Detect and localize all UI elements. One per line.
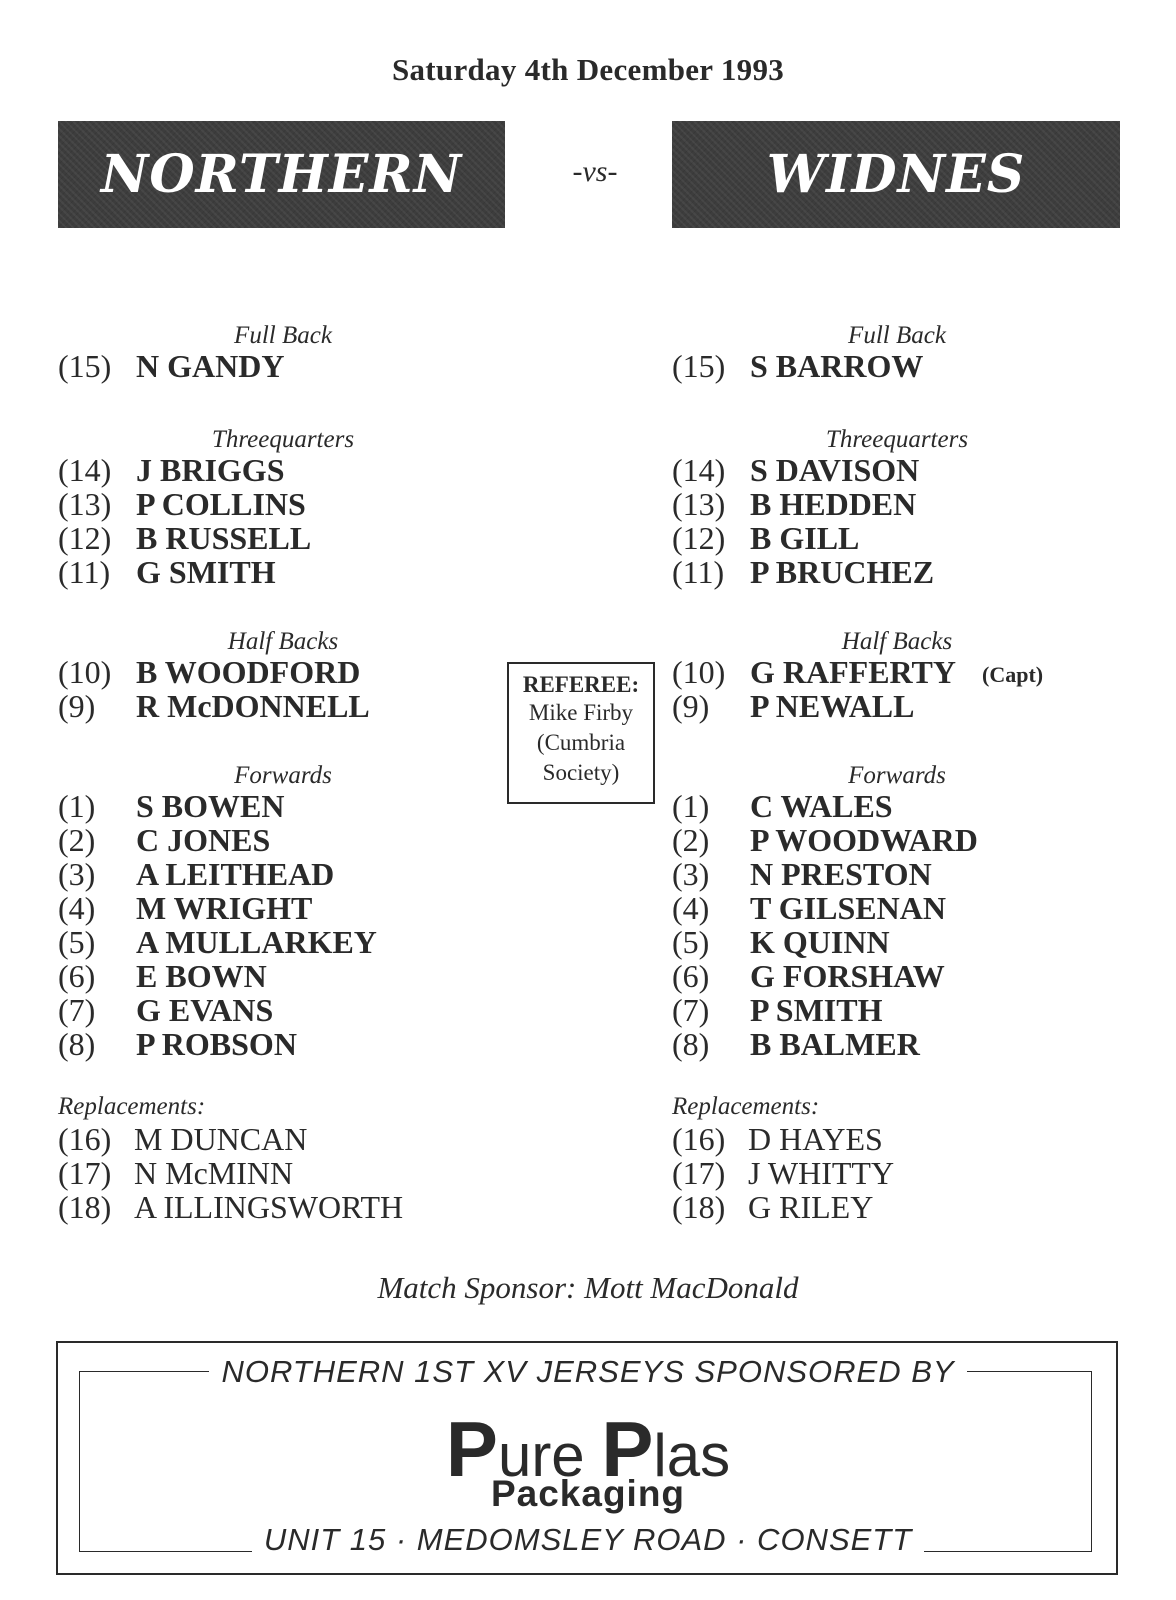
- player-name: J BRIGGS: [136, 452, 285, 488]
- position-heading: Full Back: [848, 322, 946, 349]
- home-team-name: NORTHERN: [100, 144, 463, 205]
- player-name: E BOWN: [136, 958, 267, 994]
- player-name: B BALMER: [750, 1026, 920, 1062]
- player-row: [58, 348, 518, 384]
- player-name: R McDONNELL: [136, 688, 370, 724]
- shirt-number: (12): [58, 520, 112, 556]
- player-row: [58, 992, 518, 1028]
- player-name: S BOWEN: [136, 788, 285, 824]
- shirt-number: (18): [58, 1189, 112, 1225]
- match-sponsor: Match Sponsor: Mott MacDonald: [377, 1270, 799, 1305]
- shirt-number: (10): [58, 654, 112, 690]
- position-heading: Forwards: [848, 762, 946, 789]
- player-name: B WOODFORD: [136, 654, 361, 690]
- player-row: [672, 1026, 1132, 1062]
- player-name: S BARROW: [750, 348, 924, 384]
- replacement-row: [58, 1189, 498, 1225]
- player-row: [58, 958, 518, 994]
- player-name: G RILEY: [748, 1189, 874, 1225]
- brand-text: las: [653, 1422, 731, 1489]
- player-row: [58, 924, 518, 960]
- position-heading: Half Backs: [841, 628, 953, 655]
- shirt-number: (14): [672, 452, 726, 488]
- player-name: P BRUCHEZ: [750, 554, 935, 590]
- jersey-sponsor-heading-text: NORTHERN 1ST XV JERSEYS SPONSORED BY: [209, 1354, 966, 1389]
- player-name: J WHITTY: [748, 1155, 895, 1191]
- shirt-number: (15): [672, 348, 726, 384]
- shirt-number: (1): [58, 788, 96, 824]
- player-name: D HAYES: [748, 1121, 883, 1157]
- player-row: [58, 486, 518, 522]
- player-row: [672, 924, 1132, 960]
- shirt-number: (13): [672, 486, 726, 522]
- shirt-number: (1): [672, 788, 710, 824]
- shirt-number: (17): [58, 1155, 112, 1191]
- shirt-number: (5): [58, 924, 96, 960]
- home-team-banner: [58, 121, 505, 228]
- position-heading: Threequarters: [825, 426, 969, 453]
- shirt-number: (2): [58, 822, 96, 858]
- shirt-number: (16): [58, 1121, 112, 1157]
- player-row: [672, 958, 1132, 994]
- shirt-number: (14): [58, 452, 112, 488]
- player-name: T GILSENAN: [750, 890, 946, 926]
- player-row: [672, 688, 1132, 724]
- brand-initial: P: [601, 1405, 654, 1493]
- player-name: C JONES: [136, 822, 271, 858]
- shirt-number: (9): [672, 688, 710, 724]
- shirt-number: (9): [58, 688, 96, 724]
- player-name: B HEDDEN: [750, 486, 917, 522]
- referee-title: REFEREE:: [522, 672, 640, 697]
- player-name: P ROBSON: [136, 1026, 297, 1062]
- shirt-number: (4): [672, 890, 710, 926]
- player-name: M WRIGHT: [136, 890, 313, 926]
- player-row: [672, 822, 1132, 858]
- player-row: [672, 890, 1132, 926]
- player-name: G RAFFERTY: [750, 654, 956, 690]
- player-name: S DAVISON: [750, 452, 920, 488]
- shirt-number: (3): [58, 856, 96, 892]
- shirt-number: (18): [672, 1189, 726, 1225]
- player-row: [672, 486, 1132, 522]
- referee-box: [507, 662, 655, 804]
- shirt-number: (11): [672, 554, 725, 590]
- player-name: P WOODWARD: [750, 822, 978, 858]
- shirt-number: (15): [58, 348, 112, 384]
- shirt-number: (7): [58, 992, 96, 1028]
- player-row: [58, 856, 518, 892]
- sponsor-address-text: UNIT 15 · MEDOMSLEY ROAD · CONSETT: [252, 1522, 924, 1557]
- captain-note: (Capt): [982, 662, 1044, 687]
- player-name: A MULLARKEY: [136, 924, 377, 960]
- player-name: B GILL: [750, 520, 860, 556]
- replacement-row: [672, 1155, 1112, 1191]
- player-name: C WALES: [750, 788, 893, 824]
- referee-line: Society): [542, 760, 620, 785]
- player-row: [58, 452, 518, 488]
- shirt-number: (4): [58, 890, 96, 926]
- player-row: [58, 520, 518, 556]
- referee-line: (Cumbria: [536, 730, 626, 755]
- player-row: [58, 654, 518, 690]
- position-heading: Forwards: [234, 762, 332, 789]
- replacement-row: [672, 1121, 1112, 1157]
- shirt-number: (16): [672, 1121, 726, 1157]
- sponsor-subtitle: Packaging: [490, 1473, 686, 1514]
- shirt-number: (17): [672, 1155, 726, 1191]
- player-name: M DUNCAN: [134, 1121, 308, 1157]
- replacement-row: [58, 1155, 498, 1191]
- player-name: N PRESTON: [750, 856, 932, 892]
- player-name: P COLLINS: [136, 486, 306, 522]
- brand-initial: P: [445, 1405, 498, 1493]
- player-row: [672, 654, 1132, 690]
- player-row: [672, 348, 1132, 384]
- shirt-number: (8): [58, 1026, 96, 1062]
- shirt-number: (5): [672, 924, 710, 960]
- shirt-number: (6): [58, 958, 96, 994]
- jersey-sponsor-heading: [0, 1354, 1176, 1390]
- player-row: [672, 554, 1132, 590]
- replacement-row: [58, 1121, 498, 1157]
- referee-line: Mike Firby: [528, 700, 634, 725]
- player-name: G SMITH: [136, 554, 276, 590]
- position-heading: Threequarters: [211, 426, 355, 453]
- player-row: [58, 822, 518, 858]
- player-name: A LEITHEAD: [136, 856, 335, 892]
- away-team-banner: [672, 121, 1120, 228]
- replacement-row: [672, 1189, 1112, 1225]
- position-heading: Full Back: [234, 322, 332, 349]
- player-row: [672, 452, 1132, 488]
- player-row: [58, 1026, 518, 1062]
- versus-label: -vs-: [572, 155, 618, 188]
- player-row: [672, 856, 1132, 892]
- player-name: G EVANS: [136, 992, 274, 1028]
- shirt-number: (12): [672, 520, 726, 556]
- player-row: [58, 788, 518, 824]
- replacements-heading: Replacements:: [672, 1093, 820, 1120]
- player-name: G FORSHAW: [750, 958, 945, 994]
- player-name: K QUINN: [750, 924, 890, 960]
- replacements-heading: Replacements:: [58, 1093, 206, 1120]
- player-row: [672, 788, 1132, 824]
- shirt-number: (6): [672, 958, 710, 994]
- shirt-number: (11): [58, 554, 111, 590]
- player-name: P NEWALL: [750, 688, 915, 724]
- player-name: A ILLINGSWORTH: [134, 1189, 404, 1225]
- match-date: Saturday 4th December 1993: [391, 52, 785, 87]
- away-team-name: WIDNES: [766, 144, 1026, 205]
- sponsor-address: [0, 1522, 1176, 1558]
- shirt-number: (2): [672, 822, 710, 858]
- player-row: [58, 890, 518, 926]
- shirt-number: (8): [672, 1026, 710, 1062]
- player-name: B RUSSELL: [136, 520, 312, 556]
- shirt-number: (3): [672, 856, 710, 892]
- shirt-number: (13): [58, 486, 112, 522]
- position-heading: Half Backs: [227, 628, 339, 655]
- shirt-number: (10): [672, 654, 726, 690]
- player-row: [58, 554, 518, 590]
- shirt-number: (7): [672, 992, 710, 1028]
- player-row: [672, 992, 1132, 1028]
- brand-text: ure: [497, 1422, 602, 1489]
- player-name: N McMINN: [134, 1155, 294, 1191]
- player-name: P SMITH: [750, 992, 883, 1028]
- player-row: [672, 520, 1132, 556]
- player-row: [58, 688, 518, 724]
- player-name: N GANDY: [136, 348, 285, 384]
